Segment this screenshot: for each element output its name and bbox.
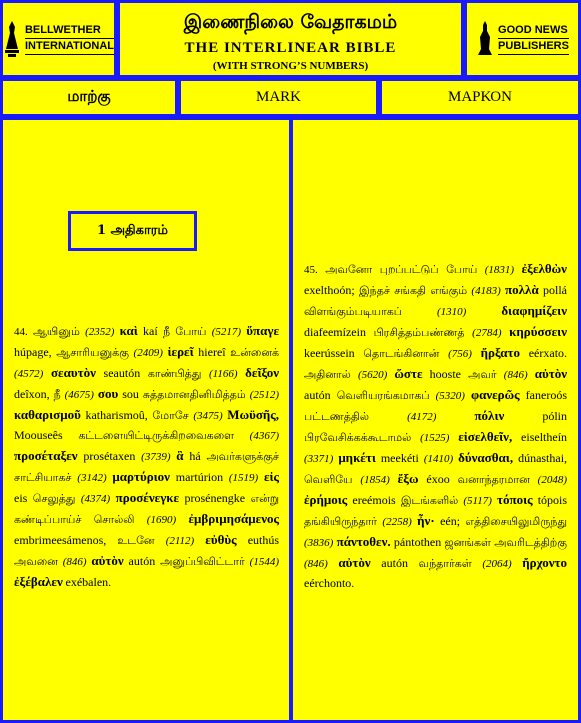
transliteration: tópois: [537, 493, 568, 507]
tamil-text: கட்டளையிட்டிருக்கிறவைகளை: [78, 430, 235, 442]
strongs-number: (756): [448, 348, 472, 360]
tamil-text: வெளியே: [304, 474, 353, 486]
good-news-logo-text: [498, 23, 569, 55]
greek-word: αὐτὸν: [338, 555, 371, 570]
tamil-text: வெளியரங்கமாகப்: [336, 390, 430, 402]
tamil-text: என்று கண்டிப்பாய்ச் சொல்லி: [14, 493, 280, 526]
strongs-number: (2048): [537, 474, 567, 486]
greek-word: ὥστε: [394, 366, 423, 381]
strongs-number: (5117): [463, 495, 492, 507]
greek-word: καθαρισμοῦ: [14, 407, 81, 422]
tamil-text: அவர்களுக்குச் சாட்சியாகச்: [14, 451, 280, 484]
transliteration: deîxon,: [14, 387, 50, 401]
transliteration: martúrion: [175, 470, 224, 484]
greek-word: ἦν·: [417, 513, 435, 528]
transliteration: exébalen.: [65, 575, 112, 589]
strongs-number: (2112): [165, 535, 195, 547]
greek-word: σεαυτὸν: [50, 365, 96, 380]
title-tamil: இணைநிலை வேதாகமம்: [183, 11, 398, 33]
strongs-number: (4374): [80, 493, 111, 505]
strongs-number: (2784): [472, 327, 502, 339]
transliteration: dúnasthai,: [518, 451, 568, 465]
greek-word: μαρτύριον: [112, 469, 170, 484]
bellwether-logo-text: [25, 23, 114, 55]
tamil-text: காண்பித்து: [147, 368, 202, 380]
strongs-number: (3371): [304, 453, 334, 465]
strongs-number: (846): [304, 558, 328, 570]
strongs-number: (2409): [133, 347, 163, 359]
transliteration: prosétaxen: [83, 449, 136, 463]
transliteration: hooste: [429, 367, 462, 381]
tamil-text: அவனோ புறப்பட்டுப் போய்: [325, 264, 478, 276]
tamil-text: வந்தார்கள்: [418, 558, 472, 570]
logo-line-2: PUBLISHERS: [498, 39, 569, 55]
transliteration: keerússein: [304, 346, 355, 360]
verse-number: 45.: [304, 264, 326, 276]
strongs-number: (1166): [209, 368, 238, 380]
greek-word: ἐξελθὼν: [521, 261, 567, 276]
tower-icon: [476, 19, 494, 59]
transliteration: éxoo: [426, 472, 450, 486]
strongs-number: (2512): [249, 389, 280, 401]
transliteration: faneroós: [525, 388, 567, 402]
strongs-number: (1525): [420, 432, 450, 444]
strongs-number: (4183): [471, 285, 501, 297]
tamil-text: வனாந்தரமான: [457, 474, 530, 486]
tamil-text: பட்டணத்தில்: [304, 411, 370, 423]
transliteration: pólin: [542, 409, 568, 423]
book-tamil: [0, 78, 178, 117]
strongs-number: (4367): [249, 430, 279, 442]
tamil-text: அவனை: [14, 556, 58, 568]
verse-44: [14, 321, 279, 593]
tamil-text: நீ: [53, 389, 61, 401]
strongs-number: (2352): [85, 326, 115, 338]
greek-word: αὐτὸν: [534, 366, 568, 381]
tamil-text: எங்கும்: [430, 285, 468, 297]
tamil-text: சுத்தமானதினிமித்தம்: [142, 389, 246, 401]
transliteration: embrimeesámenos,: [14, 533, 107, 547]
transliteration: eérxato.: [528, 346, 568, 360]
tamil-text: அதினால்: [304, 369, 351, 381]
transliteration: húpage,: [14, 345, 52, 359]
transliteration: seautón: [103, 366, 141, 380]
book-english-label: MARK: [255, 89, 301, 105]
greek-word: κηρύσσειν: [509, 324, 568, 339]
chapter-heading: [68, 211, 197, 251]
strongs-number: (5320): [435, 390, 465, 402]
transliteration: hiereî: [198, 345, 226, 359]
transliteration: pántothen: [393, 535, 442, 549]
book-greek: [379, 78, 581, 117]
transliteration: euthús: [247, 533, 280, 547]
strongs-number: (1519): [228, 472, 259, 484]
greek-word: εὐθὺς: [205, 532, 237, 547]
book-english: [178, 78, 379, 117]
book-greek-label: ΜΑΡΚΟΝ: [448, 89, 512, 105]
logo-line-1: GOOD NEWS: [498, 23, 569, 39]
strongs-number: (1854): [360, 474, 390, 486]
tamil-text: ஆசாரியனுக்கு: [56, 347, 129, 359]
logo-line-2: INTERNATIONAL: [25, 39, 114, 55]
tamil-text: உடனே: [117, 535, 155, 547]
transliteration: eérchonto.: [304, 576, 355, 590]
greek-word: σου: [97, 386, 119, 401]
strongs-number: (2064): [482, 558, 512, 570]
greek-word: αὐτὸν: [91, 553, 124, 568]
transliteration: autón: [381, 556, 408, 570]
tamil-text: பிரவேசிக்கக்கூடாமல்: [304, 432, 412, 444]
transliteration: diafeemízein: [304, 325, 366, 339]
strongs-number: (1544): [249, 556, 279, 568]
strongs-number: (1831): [484, 264, 515, 276]
tamil-text: தங்கியிருந்தார்: [304, 516, 378, 528]
transliteration: prosénengke: [184, 491, 246, 505]
tamil-text: அவரிடத்திற்கு: [494, 537, 567, 549]
strongs-number: (3836): [304, 537, 334, 549]
greek-word: φανερῶς: [470, 387, 520, 402]
tamil-text: அனுப்பிவிட்டார்: [160, 556, 245, 568]
strongs-number: (4172): [407, 411, 437, 423]
transliteration: ereémois: [352, 493, 396, 507]
strongs-number: (4572): [14, 368, 44, 380]
greek-word: τόποις: [496, 492, 533, 507]
strongs-number: (2258): [382, 516, 412, 528]
greek-word: ἤρχοντο: [522, 555, 568, 570]
transliteration: kaí: [143, 324, 158, 338]
greek-word: καὶ: [119, 323, 138, 338]
transliteration: autón: [304, 388, 331, 402]
bell-icon: [3, 19, 21, 59]
verse-45: [304, 259, 567, 594]
book-tamil-label: மாற்கு: [67, 89, 111, 105]
greek-word: διαφημίζειν: [501, 303, 568, 318]
tamil-text: ஜனங்கள்: [444, 537, 491, 549]
transliteration: Moouseês: [14, 428, 63, 442]
tamil-text: இடங்களில்: [400, 495, 459, 507]
title-block: [117, 0, 464, 78]
greek-word: δύνασθαι,: [458, 450, 514, 465]
transliteration: eén;: [440, 514, 461, 528]
transliteration: pollá: [543, 283, 567, 297]
strongs-number: (3739): [141, 451, 171, 463]
transliteration: autón: [128, 554, 156, 568]
tamil-text: நீ போய்: [162, 326, 207, 338]
transliteration: há: [189, 449, 201, 463]
greek-word: ἐρήμοις: [304, 492, 348, 507]
logo-line-1: BELLWETHER: [25, 23, 114, 39]
tamil-text: இந்தச் சங்கதி: [358, 285, 427, 297]
greek-word: ἱερεῖ: [167, 344, 194, 359]
greek-word: ὕπαγε: [246, 323, 280, 338]
strongs-number: (5217): [211, 326, 242, 338]
tamil-text: தொடங்கினான்: [363, 348, 440, 360]
transliteration: sou: [122, 387, 139, 401]
tamil-text: அவர்: [468, 369, 497, 381]
good-news-logo: [464, 0, 581, 78]
tamil-text: செலுத்து: [32, 493, 76, 505]
greek-word: πόλιν: [474, 408, 505, 423]
greek-word: μηκέτι: [338, 450, 376, 465]
strongs-number: (3142): [77, 472, 107, 484]
tamil-text: மோசே: [152, 410, 189, 422]
verse-number: 44.: [14, 326, 33, 338]
greek-word: πολλὰ: [505, 282, 539, 297]
greek-word: προσένεγκε: [115, 490, 180, 505]
strongs-number: (3475): [193, 410, 223, 422]
greek-word: δεῖξον: [245, 365, 280, 380]
greek-word: ἔξω: [397, 471, 419, 486]
tamil-text: விளங்கும்படியாகப்: [304, 306, 402, 318]
greek-word: ἐμβριμησάμενος: [188, 511, 279, 526]
transliteration: meekéti: [380, 451, 419, 465]
greek-word: ἤρξατο: [480, 345, 520, 360]
tamil-text: ஆயினும்: [33, 326, 80, 338]
strongs-number: (846): [62, 556, 87, 568]
title-subtitle: (WITH STRONG’S NUMBERS): [212, 60, 369, 72]
transliteration: katharismoû,: [85, 408, 148, 422]
greek-word: εἰσελθεῖν,: [458, 429, 513, 444]
transliteration: eis: [14, 491, 28, 505]
tamil-text: உன்னைக்: [230, 347, 280, 359]
strongs-number: (1690): [146, 514, 177, 526]
tamil-text: எத்திசையிலுமிருந்து: [465, 516, 568, 528]
bellwether-logo: [0, 0, 117, 78]
strongs-number: (4675): [64, 389, 94, 401]
tamil-text: பிரசித்தம்பண்ணத்: [373, 327, 465, 339]
strongs-number: (5620): [357, 369, 388, 381]
transliteration: exelthoón;: [304, 283, 355, 297]
greek-word: Μωϋσῆς,: [227, 407, 280, 422]
greek-word: προσέταξεν: [14, 448, 78, 463]
transliteration: eiseltheín: [521, 430, 568, 444]
strongs-number: (846): [503, 369, 528, 381]
greek-word: ἃ: [176, 448, 184, 463]
title-english: THE INTERLINEAR BIBLE: [184, 40, 397, 56]
chapter-label: 1 அதிகாரம்: [97, 223, 168, 238]
greek-word: εἰς: [263, 469, 280, 484]
strongs-number: (1410): [423, 453, 454, 465]
greek-word: ἐξέβαλεν: [14, 574, 63, 589]
greek-word: πάντοθεν.: [336, 534, 391, 549]
strongs-number: (1310): [436, 306, 467, 318]
